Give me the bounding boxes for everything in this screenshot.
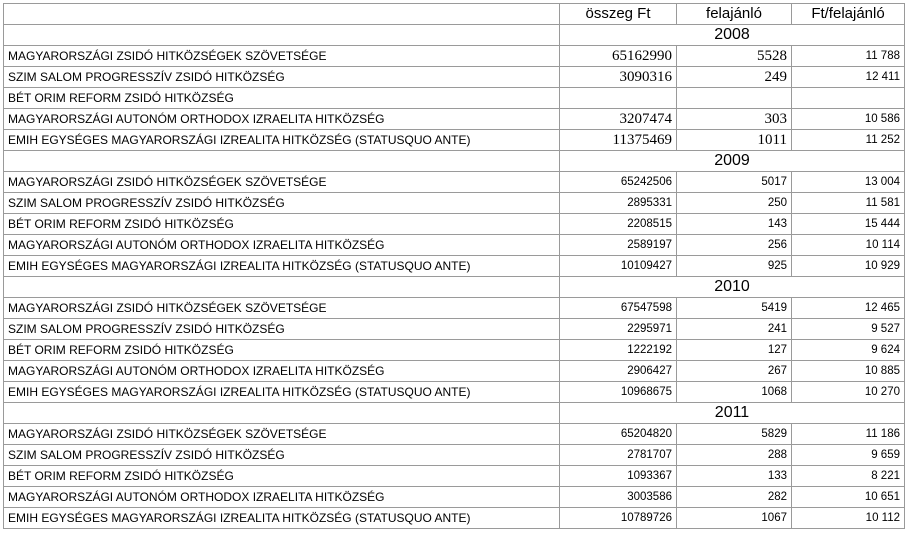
table-row <box>4 214 905 235</box>
table-row <box>4 487 905 508</box>
table-row <box>4 109 905 130</box>
org-name-cell[interactable]: MAGYARORSZÁGI ZSIDÓ HITKÖZSÉGEK SZÖVETSÉGE <box>4 46 560 67</box>
sum-cell[interactable]: 67547598 <box>560 298 677 319</box>
sum-cell[interactable]: 65204820 <box>560 424 677 445</box>
org-name-cell[interactable]: MAGYARORSZÁGI AUTONÓM ORTHODOX IZRAELITA HITKÖZSÉG <box>4 487 560 508</box>
org-name-cell[interactable]: MAGYARORSZÁGI AUTONÓM ORTHODOX IZRAELITA HITKÖZSÉG <box>4 361 560 382</box>
year-blank-cell[interactable] <box>4 277 560 298</box>
table-row <box>4 445 905 466</box>
org-name-cell[interactable]: MAGYARORSZÁGI AUTONÓM ORTHODOX IZRAELITA HITKÖZSÉG <box>4 235 560 256</box>
table-body <box>4 4 905 529</box>
table-row <box>4 340 905 361</box>
table-row <box>4 88 905 109</box>
year-label[interactable]: 2011 <box>560 403 905 424</box>
org-name-cell[interactable]: EMIH EGYSÉGES MAGYARORSZÁGI IZREALITA HITKÖZSÉG (STATUSQUO ANTE) <box>4 382 560 403</box>
org-name-cell[interactable]: EMIH EGYSÉGES MAGYARORSZÁGI IZREALITA HITKÖZSÉG (STATUSQUO ANTE) <box>4 508 560 529</box>
sum-cell[interactable]: 65162990 <box>560 46 677 67</box>
per-offerer-cell[interactable]: 10 586 <box>792 109 905 130</box>
org-name-cell[interactable]: BÉT ORIM REFORM ZSIDÓ HITKÖZSÉG <box>4 466 560 487</box>
sum-cell[interactable]: 1093367 <box>560 466 677 487</box>
per-offerer-cell[interactable]: 11 186 <box>792 424 905 445</box>
table-row <box>4 235 905 256</box>
per-offerer-cell[interactable]: 10 270 <box>792 382 905 403</box>
sum-cell[interactable]: 2295971 <box>560 319 677 340</box>
per-offerer-cell[interactable]: 10 929 <box>792 256 905 277</box>
offerers-cell[interactable]: 288 <box>677 445 792 466</box>
offerers-cell[interactable]: 282 <box>677 487 792 508</box>
offerers-cell[interactable]: 1067 <box>677 508 792 529</box>
sum-cell[interactable]: 1222192 <box>560 340 677 361</box>
offerers-cell[interactable]: 256 <box>677 235 792 256</box>
per-offerer-cell[interactable]: 13 004 <box>792 172 905 193</box>
org-name-cell[interactable]: MAGYARORSZÁGI ZSIDÓ HITKÖZSÉGEK SZÖVETSÉGE <box>4 424 560 445</box>
table-row <box>4 508 905 529</box>
header-row <box>4 4 905 25</box>
offerers-cell[interactable] <box>677 88 792 109</box>
year-row <box>4 25 905 46</box>
per-offerer-cell[interactable]: 11 788 <box>792 46 905 67</box>
header-sum[interactable]: összeg Ft <box>560 4 677 25</box>
org-name-cell[interactable]: SZIM SALOM PROGRESSZÍV ZSIDÓ HITKÖZSÉG <box>4 67 560 88</box>
table-row <box>4 46 905 67</box>
offerers-cell[interactable]: 5829 <box>677 424 792 445</box>
org-name-cell[interactable]: EMIH EGYSÉGES MAGYARORSZÁGI IZREALITA HITKÖZSÉG (STATUSQUO ANTE) <box>4 130 560 151</box>
org-name-cell[interactable]: BÉT ORIM REFORM ZSIDÓ HITKÖZSÉG <box>4 340 560 361</box>
per-offerer-cell[interactable]: 10 112 <box>792 508 905 529</box>
per-offerer-cell[interactable]: 10 885 <box>792 361 905 382</box>
offerers-cell[interactable]: 5419 <box>677 298 792 319</box>
offerers-cell[interactable]: 5017 <box>677 172 792 193</box>
year-blank-cell[interactable] <box>4 151 560 172</box>
per-offerer-cell[interactable]: 15 444 <box>792 214 905 235</box>
sum-cell[interactable]: 2906427 <box>560 361 677 382</box>
year-row <box>4 151 905 172</box>
per-offerer-cell[interactable]: 9 659 <box>792 445 905 466</box>
sum-cell[interactable]: 2208515 <box>560 214 677 235</box>
offerers-cell[interactable]: 267 <box>677 361 792 382</box>
table-row <box>4 193 905 214</box>
org-name-cell[interactable]: SZIM SALOM PROGRESSZÍV ZSIDÓ HITKÖZSÉG <box>4 193 560 214</box>
org-name-cell[interactable]: MAGYARORSZÁGI ZSIDÓ HITKÖZSÉGEK SZÖVETSÉGE <box>4 172 560 193</box>
offerers-cell[interactable]: 5528 <box>677 46 792 67</box>
sum-cell[interactable]: 10109427 <box>560 256 677 277</box>
year-label[interactable]: 2008 <box>560 25 905 46</box>
per-offerer-cell[interactable]: 10 114 <box>792 235 905 256</box>
sum-cell[interactable]: 3003586 <box>560 487 677 508</box>
sum-cell[interactable]: 65242506 <box>560 172 677 193</box>
sum-cell[interactable]: 2895331 <box>560 193 677 214</box>
table-row <box>4 172 905 193</box>
org-name-cell[interactable]: MAGYARORSZÁGI AUTONÓM ORTHODOX IZRAELITA HITKÖZSÉG <box>4 109 560 130</box>
offerers-cell[interactable]: 1068 <box>677 382 792 403</box>
org-name-cell[interactable]: MAGYARORSZÁGI ZSIDÓ HITKÖZSÉGEK SZÖVETSÉGE <box>4 298 560 319</box>
org-name-cell[interactable]: EMIH EGYSÉGES MAGYARORSZÁGI IZREALITA HITKÖZSÉG (STATUSQUO ANTE) <box>4 256 560 277</box>
year-row <box>4 403 905 424</box>
offerers-cell[interactable]: 241 <box>677 319 792 340</box>
per-offerer-cell[interactable]: 9 624 <box>792 340 905 361</box>
offerers-cell[interactable]: 143 <box>677 214 792 235</box>
per-offerer-cell[interactable]: 11 581 <box>792 193 905 214</box>
offerers-cell[interactable]: 1011 <box>677 130 792 151</box>
table-row <box>4 466 905 487</box>
offerers-cell[interactable]: 133 <box>677 466 792 487</box>
org-name-cell[interactable]: BÉT ORIM REFORM ZSIDÓ HITKÖZSÉG <box>4 88 560 109</box>
table-row <box>4 382 905 403</box>
org-name-cell[interactable]: SZIM SALOM PROGRESSZÍV ZSIDÓ HITKÖZSÉG <box>4 319 560 340</box>
sum-cell[interactable]: 10789726 <box>560 508 677 529</box>
offerers-cell[interactable]: 249 <box>677 67 792 88</box>
year-label[interactable]: 2010 <box>560 277 905 298</box>
table-row <box>4 130 905 151</box>
sum-cell[interactable] <box>560 88 677 109</box>
sum-cell[interactable]: 2781707 <box>560 445 677 466</box>
offerers-cell[interactable]: 925 <box>677 256 792 277</box>
sum-cell[interactable]: 3207474 <box>560 109 677 130</box>
header-per-offerer[interactable]: Ft/felajánló <box>792 4 905 25</box>
year-label[interactable]: 2009 <box>560 151 905 172</box>
per-offerer-cell[interactable]: 9 527 <box>792 319 905 340</box>
offerers-cell[interactable]: 127 <box>677 340 792 361</box>
offerers-cell[interactable]: 303 <box>677 109 792 130</box>
sum-cell[interactable]: 10968675 <box>560 382 677 403</box>
table-row <box>4 319 905 340</box>
header-offerers[interactable]: felajánló <box>677 4 792 25</box>
table-row <box>4 361 905 382</box>
per-offerer-cell[interactable]: 10 651 <box>792 487 905 508</box>
org-name-cell[interactable]: BÉT ORIM REFORM ZSIDÓ HITKÖZSÉG <box>4 214 560 235</box>
per-offerer-cell[interactable]: 11 252 <box>792 130 905 151</box>
year-blank-cell[interactable] <box>4 25 560 46</box>
table-row <box>4 67 905 88</box>
table-row <box>4 424 905 445</box>
sum-cell[interactable]: 11375469 <box>560 130 677 151</box>
donations-table <box>3 3 905 529</box>
header-blank-cell[interactable] <box>4 4 560 25</box>
per-offerer-cell[interactable]: 12 411 <box>792 67 905 88</box>
year-blank-cell[interactable] <box>4 403 560 424</box>
offerers-cell[interactable]: 250 <box>677 193 792 214</box>
sum-cell[interactable]: 3090316 <box>560 67 677 88</box>
year-row <box>4 277 905 298</box>
per-offerer-cell[interactable]: 8 221 <box>792 466 905 487</box>
table-row <box>4 298 905 319</box>
org-name-cell[interactable]: SZIM SALOM PROGRESSZÍV ZSIDÓ HITKÖZSÉG <box>4 445 560 466</box>
per-offerer-cell[interactable] <box>792 88 905 109</box>
per-offerer-cell[interactable]: 12 465 <box>792 298 905 319</box>
sum-cell[interactable]: 2589197 <box>560 235 677 256</box>
table-row <box>4 256 905 277</box>
